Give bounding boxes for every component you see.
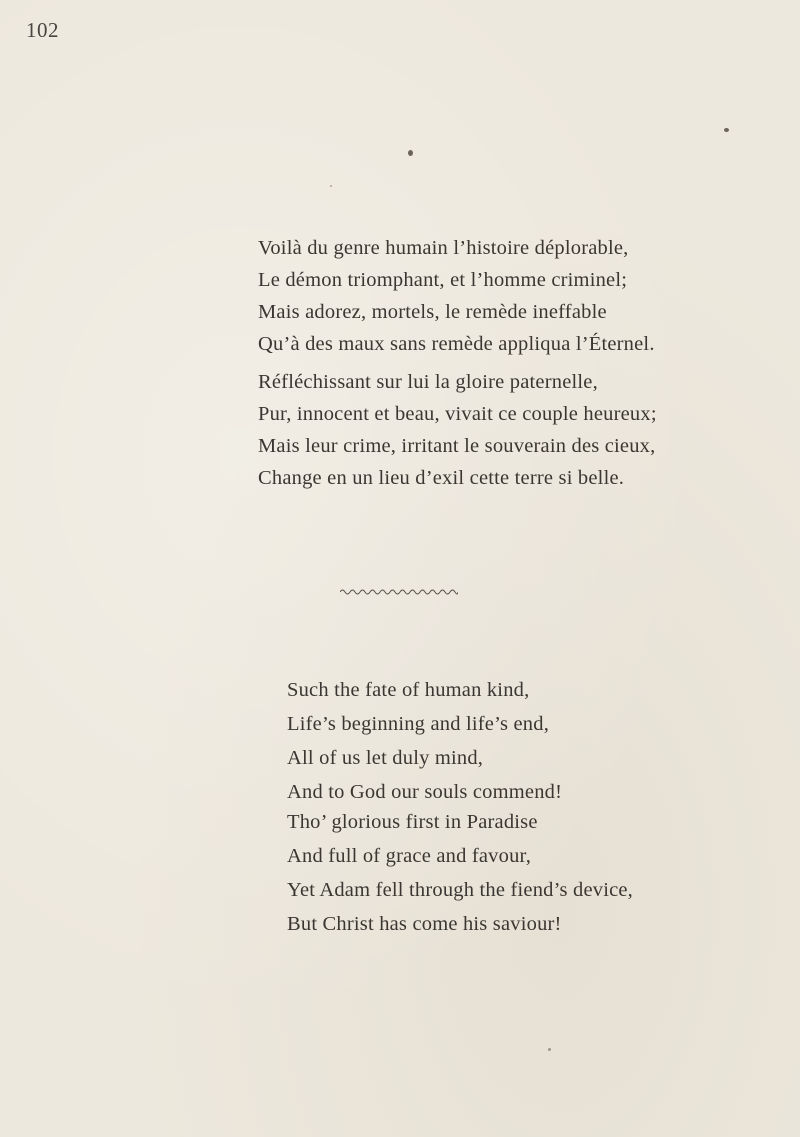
verse-line: But Christ has come his saviour! — [287, 913, 562, 935]
verse-line: Such the fate of human kind, — [287, 679, 530, 701]
verse-line: And to God our souls commend! — [287, 781, 563, 803]
ink-speck — [724, 128, 729, 132]
ink-speck — [548, 1048, 551, 1051]
page-number: 102 — [26, 18, 59, 42]
verse-line: Réfléchissant sur lui la gloire paternelle, — [258, 371, 598, 393]
french-stanza-1 — [258, 232, 655, 360]
french-stanza-2 — [258, 366, 657, 494]
english-stanza-1 — [287, 673, 562, 809]
ink-speck — [330, 185, 332, 187]
verse-line: Life’s beginning and life’s end, — [287, 713, 550, 735]
verse-line: Qu’à des maux sans remède appliqua l’Éternel. — [258, 333, 655, 355]
verse-line: Le démon triomphant, et l’homme criminel; — [258, 269, 628, 291]
verse-line: Mais adorez, mortels, le remède ineffable — [258, 301, 607, 323]
verse-line: Mais leur crime, irritant le souverain des cieux, — [258, 435, 656, 457]
verse-line: Voilà du genre humain l’histoire déplorable, — [258, 237, 629, 259]
verse-line: Change en un lieu d’exil cette terre si belle. — [258, 467, 625, 489]
verse-line: Tho’ glorious first in Paradise — [287, 811, 538, 833]
verse-line: Pur, innocent et beau, vivait ce couple heureux; — [258, 403, 657, 425]
wavy-line-divider-icon — [340, 588, 458, 596]
verse-line: And full of grace and favour, — [287, 845, 532, 867]
english-stanza-2 — [287, 805, 633, 941]
verse-line: Yet Adam fell through the fiend’s device, — [287, 879, 634, 901]
ink-speck — [408, 150, 413, 156]
verse-line: All of us let duly mind, — [287, 747, 484, 769]
